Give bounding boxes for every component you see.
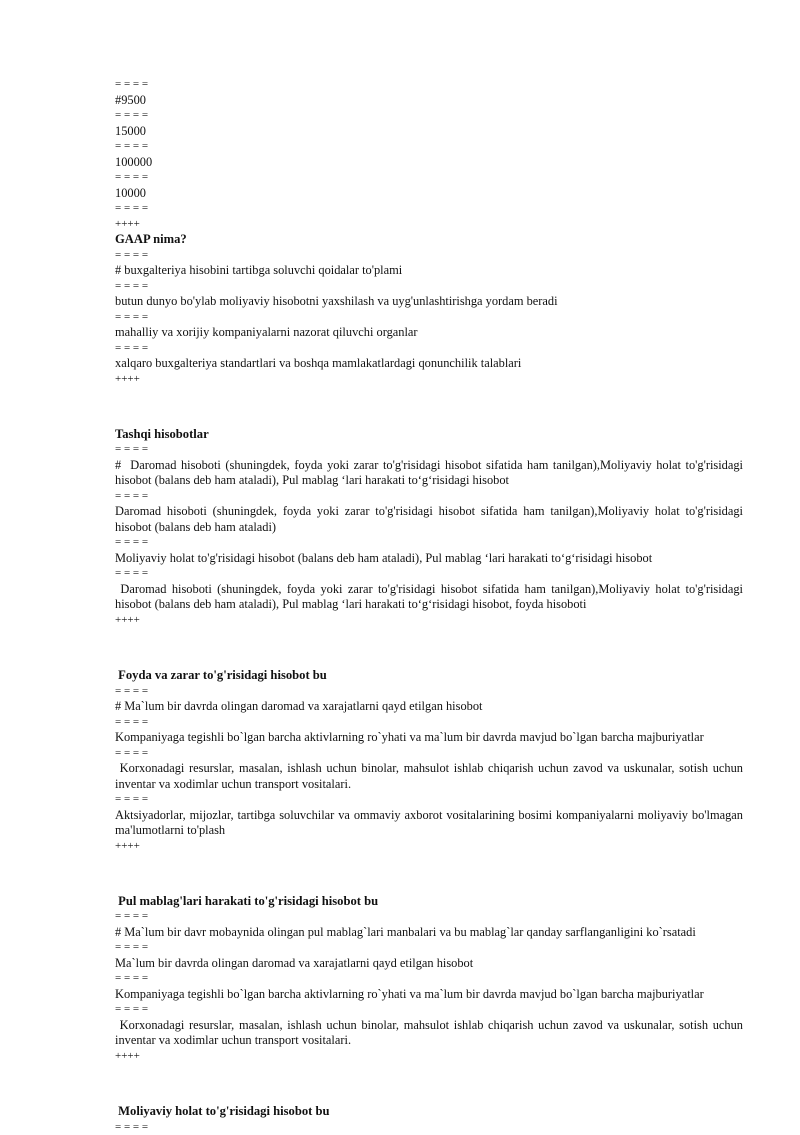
question-end-marker: ++++ xyxy=(115,217,140,230)
answer-option: # Ma`lum bir davr mobaynida olingan pul mablag`lari manbalari va bu mablag`lar qanday sarflanganligini ko`rsatadi xyxy=(115,924,696,939)
answer-option: # buxgalteriya hisobini tartibga soluvchi qoidalar to'plami xyxy=(115,263,403,277)
question-end-marker: ++++ xyxy=(115,613,140,626)
answer-option: Korxonadagi resurslar, masalan, ishlash uchun binolar, mahsulot ishlab chiqarish uchun zavod va uskunalar, sotish uchun inventar va xodimlar uchun transport vositalari. xyxy=(115,1017,747,1048)
spacer xyxy=(115,866,743,881)
answer-option: # Ma`lum bir davrda olingan daromad va xarajatlarni qayd etilgan hisobot xyxy=(115,699,483,714)
answer-option: Aktsiyadorlar, mijozlar, tartibga soluvchilar va ommaviy axborot vositalarining bosimi kompaniyalarni moliyaviy bo'lmagan ma'lumotlarni to'plash xyxy=(115,807,747,838)
question-end-marker: ++++ xyxy=(115,1049,140,1062)
separator: = = = = xyxy=(115,109,149,121)
separator: = = = = xyxy=(115,248,149,261)
answer-option: Korxonadagi resurslar, masalan, ishlash uchun binolar, mahsulot ishlab chiqarish uchun zavod va uskunalar, sotish uchun inventar va xodimlar uchun transport vositalari. xyxy=(115,761,747,791)
separator: = = = = xyxy=(115,1120,149,1133)
separator: = = = = xyxy=(115,279,149,292)
separator: = = = = xyxy=(115,1003,149,1016)
separator: = = = = xyxy=(115,171,149,183)
separator: = = = = xyxy=(115,202,149,214)
separator: = = = = xyxy=(115,140,149,152)
separator: = = = = xyxy=(115,443,149,456)
question-end-marker: ++++ xyxy=(115,839,140,852)
answer-option: 10000 xyxy=(115,185,146,200)
separator: = = = = xyxy=(115,489,149,502)
answer-option: # Daromad hisoboti (shuningdek, foyda yoki zarar to'g'risidagi hisobot sifatida ham tanilgan),Moliyaviy holat to'g'risidagi hisobot (balans deb ham ataladi), Pul mablag ‘lari harakati to‘g‘risidagi hisobot xyxy=(115,457,747,488)
separator: = = = = xyxy=(115,793,149,806)
document-page xyxy=(115,77,747,1135)
answer-option: 15000 xyxy=(115,123,146,138)
answer-option: Kompaniyaga tegishli bo`lgan barcha aktivlarning ro`yhati va ma`lum bir davrda mavjud bo`lgan barcha majburiyatlar xyxy=(115,986,704,1001)
answer-option: #9500 xyxy=(115,92,146,107)
answer-option: butun dunyo bo'ylab moliyaviy hisobotni yaxshilash va uyg'unlashtirishga yordam beradi xyxy=(115,294,558,308)
separator: = = = = xyxy=(115,746,149,759)
question-title: Foyda va zarar to'g'risidagi hisobot bu xyxy=(115,668,327,683)
question-title: Moliyaviy holat to'g'risidagi hisobot bu xyxy=(115,1104,330,1119)
answer-option: Kompaniyaga tegishli bo`lgan barcha aktivlarning ro`yhati va ma`lum bir davrda mavjud bo`lgan barcha majburiyatlar xyxy=(115,730,704,745)
answer-option: mahalliy va xorijiy kompaniyalarni nazorat qiluvchi organlar xyxy=(115,325,418,339)
spacer xyxy=(115,399,743,414)
spacer xyxy=(115,641,743,656)
separator: = = = = xyxy=(115,310,149,323)
question-end-marker: ++++ xyxy=(115,372,140,385)
separator: = = = = xyxy=(115,536,149,549)
answer-option: Ma`lum bir davrda olingan daromad va xarajatlarni qayd etilgan hisobot xyxy=(115,955,474,970)
answer-option: 100000 xyxy=(115,154,153,169)
separator: = = = = xyxy=(115,972,149,985)
question-title: Pul mablag'lari harakati to'g'risidagi hisobot bu xyxy=(115,893,379,908)
separator: = = = = xyxy=(115,941,149,954)
question-title: Tashqi hisobotlar xyxy=(115,426,209,441)
separator: = = = = xyxy=(115,910,149,923)
separator: = = = = xyxy=(115,78,149,90)
spacer xyxy=(115,1077,743,1092)
answer-option: Daromad hisoboti (shuningdek, foyda yoki zarar to'g'risidagi hisobot sifatida ham tanilgan),Moliyaviy holat to'g'risidagi hisobot (balans deb ham ataladi) xyxy=(115,504,747,534)
answer-option: xalqaro buxgalteriya standartlari va boshqa mamlakatlardagi qonunchilik talablari xyxy=(115,356,522,370)
separator: = = = = xyxy=(115,341,149,354)
answer-option: Daromad hisoboti (shuningdek, foyda yoki zarar to'g'risidagi hisobot sifatida ham tanilgan),Moliyaviy holat to'g'risidagi hisobot (balans deb ham ataladi), Pul mablag ‘lari harakati to‘g‘risidagi hisobot, foyda hisoboti xyxy=(115,581,747,612)
separator: = = = = xyxy=(115,567,149,580)
separator: = = = = xyxy=(115,715,149,728)
separator: = = = = xyxy=(115,684,149,697)
question-title: GAAP nima? xyxy=(115,232,187,246)
answer-option: Moliyaviy holat to'g'risidagi hisobot (balans deb ham ataladi), Pul mablag ‘lari harakati to‘g‘risidagi hisobot xyxy=(115,550,653,565)
